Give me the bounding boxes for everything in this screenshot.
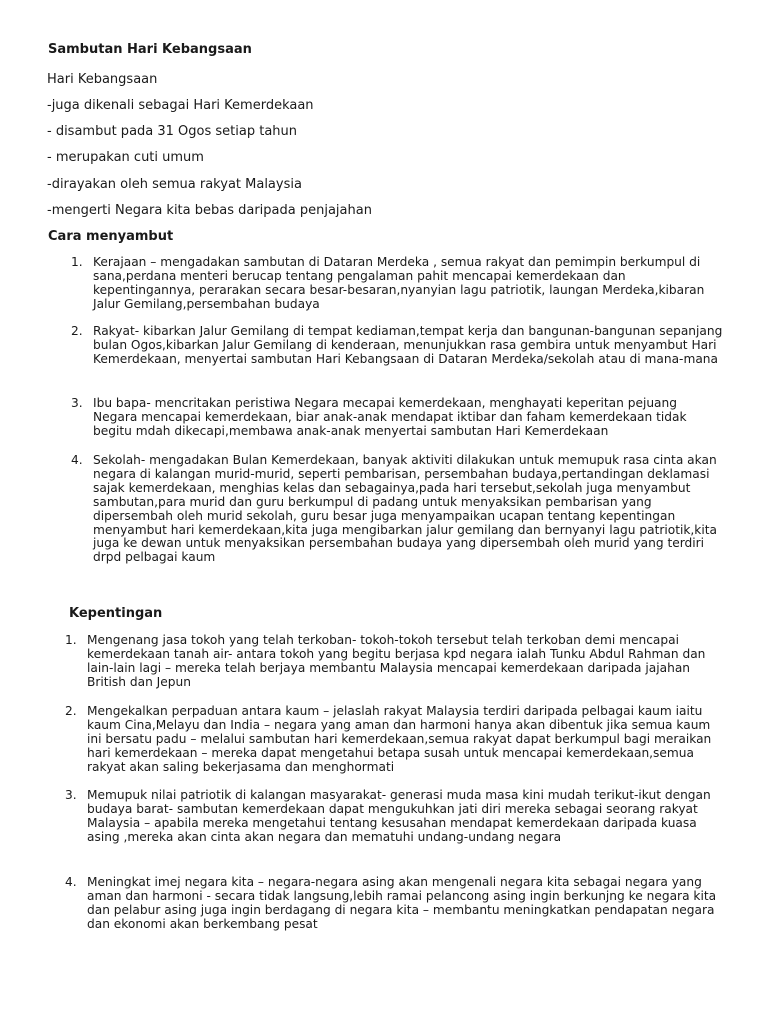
list-text: Mengenang jasa tokoh yang telah terkoban- tokoh-tokoh tersebut telah terkoban demi mencapai kemerdekaan tanah air- antara tokoh yang begitu berjasa kpd negara ialah Tunku Abdul Rahman dan lain-lain lagi – mereka telah berjaya membantu Malaysia mencapai kemerdekaan daripada jajahan British dan Jepun bbox=[87, 633, 706, 689]
document-title: Sambutan Hari Kebangsaan bbox=[48, 42, 252, 57]
cara-list-2 bbox=[71, 325, 723, 367]
list-number: 3. bbox=[65, 788, 77, 802]
list-item bbox=[71, 325, 723, 367]
kepentingan-list-2 bbox=[65, 705, 725, 775]
list-number: 1. bbox=[65, 633, 77, 647]
kepentingan-list-4 bbox=[65, 876, 725, 932]
kepentingan-list-1 bbox=[65, 634, 725, 690]
list-item bbox=[65, 705, 725, 775]
list-text: Ibu bapa- mencritakan peristiwa Negara mecapai kemerdekaan, menghayati keperitan pejuang Negara mencapai kemerdekaan, biar anak-anak mendapat iktibar dan faham kemerdekaan tidak begitu mdah dikecapi,membawa anak-anak menyertai sambutan Hari Kemerdekaan bbox=[93, 396, 687, 438]
intro-line-2: - disambut pada 31 Ogos setiap tahun bbox=[47, 124, 298, 139]
cara-list-4 bbox=[71, 454, 723, 565]
list-item bbox=[71, 256, 723, 312]
cara-list bbox=[71, 256, 723, 312]
kepentingan-list-3 bbox=[65, 789, 725, 845]
cara-heading: Cara menyambut bbox=[48, 229, 174, 244]
list-text: Mengekalkan perpaduan antara kaum – jelaslah rakyat Malaysia terdiri daripada pelbagai kaum iaitu kaum Cina,Melayu dan India – negara yang aman dan harmoni hanya akan dibentuk jika semua kaum ini bersatu padu – melalui sambutan hari kemerdekaan,semua rakyat dapat berkumpul bagi meraikan hari kemerdekaan – mereka dapat mengetahui betapa susah untuk mencapai kemerdekaan,semua rakyat akan saling bekerjasama dan menghormati bbox=[87, 704, 712, 774]
intro-line-3: - merupakan cuti umum bbox=[47, 150, 204, 165]
list-number: 4. bbox=[65, 875, 77, 889]
list-text: Meningkat imej negara kita – negara-negara asing akan mengenali negara kita sebagai negara yang aman dan harmoni - secara tidak langsung,lebih ramai pelancong asing ingin berkunjng ke negara kita dan pelabur asing juga ingin berdagang di negara kita – membantu meningkatkan pendapatan negara dan ekonomi akan berkembang pesat bbox=[87, 875, 717, 931]
list-item bbox=[65, 876, 725, 932]
list-text: Kerajaan – mengadakan sambutan di Dataran Merdeka , semua rakyat dan pemimpin berkumpul di sana,perdana menteri berucap tentang pengalaman pahit mencapai kemerdekaan dan kepentingannya, perarakan secara besar-besaran,nyanyian lagu patriotik, laungan Merdeka,kibaran Jalur Gemilang,persembahan budaya bbox=[93, 255, 705, 311]
list-item bbox=[71, 397, 723, 439]
list-number: 2. bbox=[65, 704, 77, 718]
intro-heading: Hari Kebangsaan bbox=[47, 72, 158, 87]
list-text: Sekolah- mengadakan Bulan Kemerdekaan, banyak aktiviti dilakukan untuk memupuk rasa cinta akan negara di kalangan murid-murid, seperti pembarisan, persembahan budaya,pertandingan deklamasi sajak kemerdekaan, menghias kelas dan sebagainya,pada hari tersebut,sekolah juga menyambut sambutan,para murid dan guru berkumpul di padang untuk menyaksikan pembarisan yang dipersembah oleh murid sekolah, guru besar juga menyampaikan ucapan tentang kepentingan menyambut hari kemerdekaan,kita juga mengibarkan jalur gemilang dan bernyanyi lagu patriotik,kita juga ke dewan untuk menyaksikan persembahan budaya yang dipersembah oleh murid yang terdiri drpd pelbagai kaum bbox=[93, 453, 718, 565]
list-text: Memupuk nilai patriotik di kalangan masyarakat- generasi muda masa kini mudah terikut-ikut dengan budaya barat- sambutan kemerdekaan dapat mengukuhkan jati diri mereka sebagai seorang rakyat Malaysia – apabila mereka mengetahui tentang kesusahan mendapat kemerdekaan daripada kuasa asing ,mereka akan cinta akan negara dan mematuhi undang-undang negara bbox=[87, 788, 711, 844]
list-item bbox=[65, 789, 725, 845]
intro-line-1: -juga dikenali sebagai Hari Kemerdekaan bbox=[47, 98, 314, 113]
intro-line-4: -dirayakan oleh semua rakyat Malaysia bbox=[47, 177, 302, 192]
list-number: 3. bbox=[71, 396, 83, 410]
list-number: 2. bbox=[71, 324, 83, 338]
kepentingan-heading: Kepentingan bbox=[69, 606, 163, 621]
list-number: 4. bbox=[71, 453, 83, 467]
list-number: 1. bbox=[71, 255, 83, 269]
cara-list-3 bbox=[71, 397, 723, 439]
intro-line-5: -mengerti Negara kita bebas daripada penjajahan bbox=[47, 203, 372, 218]
list-text: Rakyat- kibarkan Jalur Gemilang di tempat kediaman,tempat kerja dan bangunan-bangunan sepanjang bulan Ogos,kibarkan Jalur Gemilang di kenderaan, menunjukkan rasa gembira untuk menyambut Hari Kemerdekaan, menyertai sambutan Hari Kebangsaan di Dataran Merdeka/sekolah atau di mana-mana bbox=[93, 324, 723, 366]
list-item bbox=[71, 454, 723, 565]
list-item bbox=[65, 634, 725, 690]
